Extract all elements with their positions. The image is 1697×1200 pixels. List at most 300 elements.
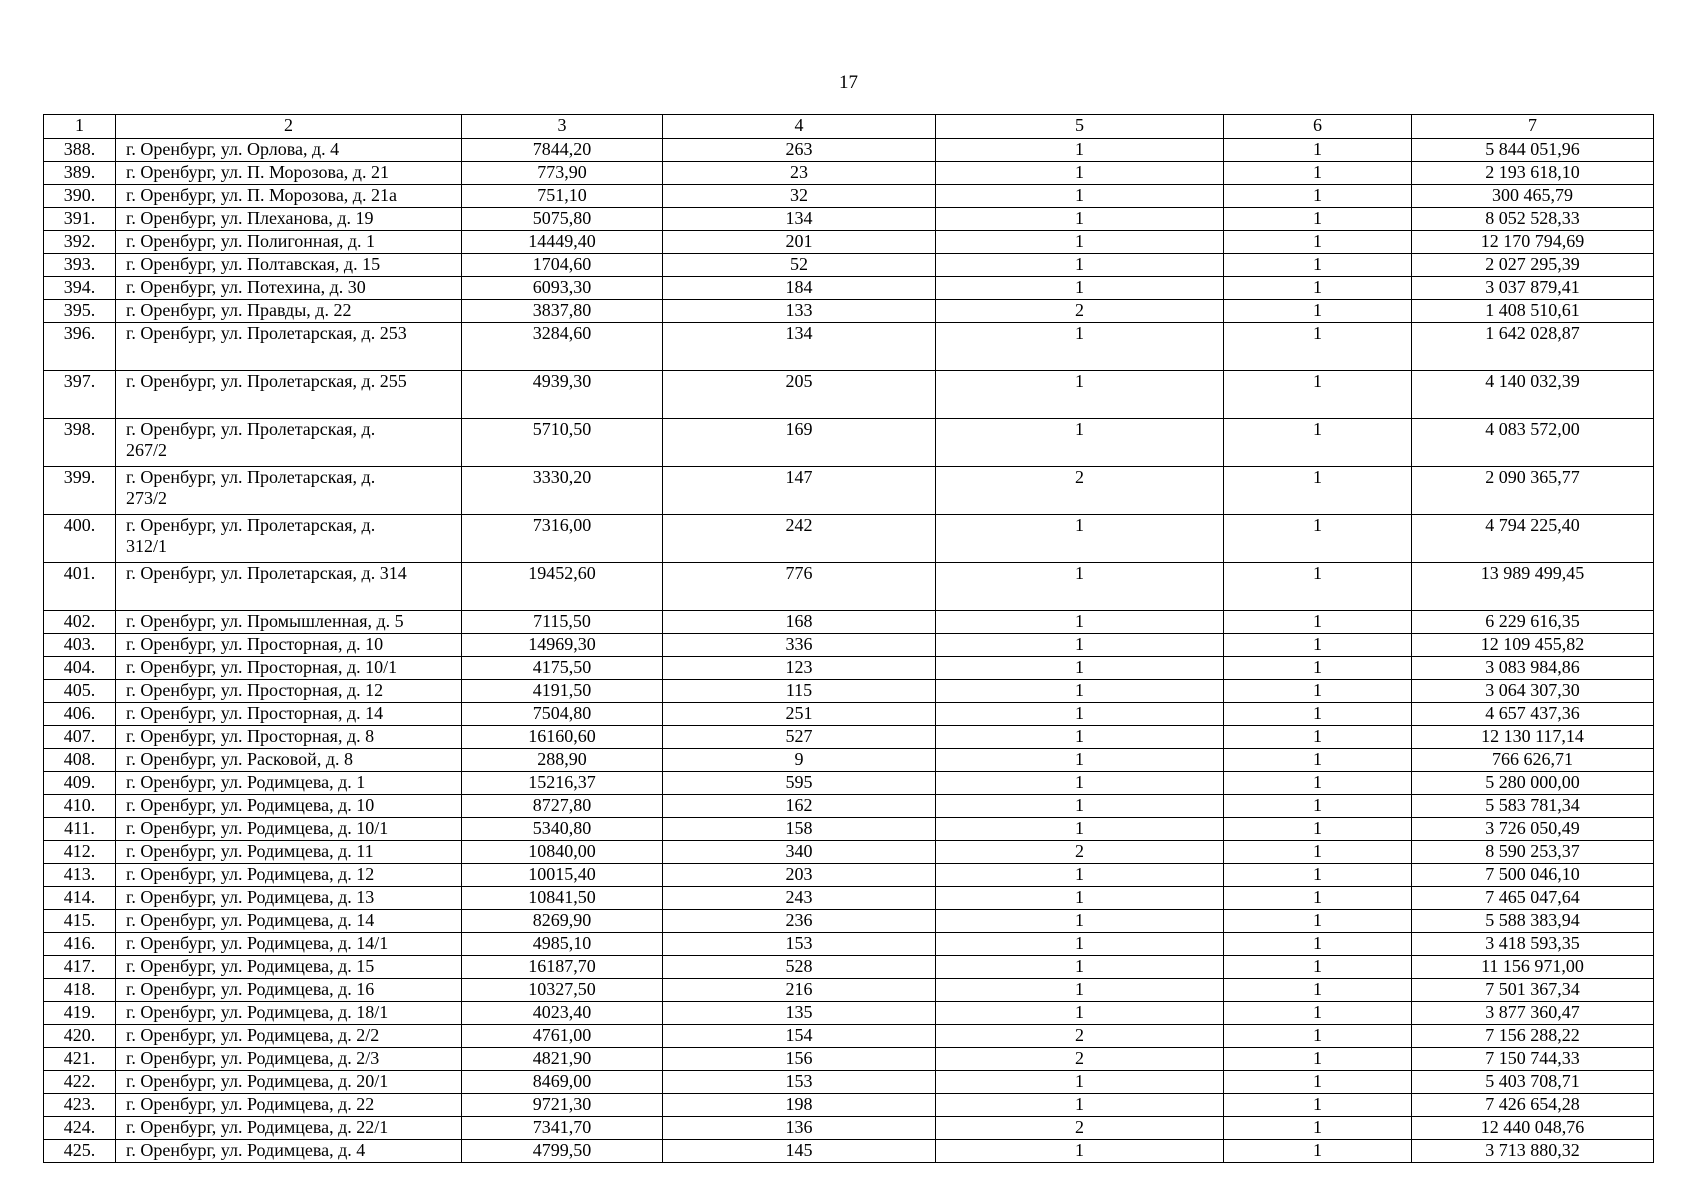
col5-cell: 1 <box>936 323 1224 371</box>
area-cell: 10327,50 <box>462 979 663 1002</box>
residents-cell: 263 <box>663 139 936 162</box>
address-cell: г. Оренбург, ул. Правды, д. 22 <box>116 300 462 323</box>
area-cell: 4761,00 <box>462 1025 663 1048</box>
address-cell: г. Оренбург, ул. Родимцева, д. 18/1 <box>116 1002 462 1025</box>
row-number-cell: 419. <box>44 1002 116 1025</box>
col6-cell: 1 <box>1224 231 1412 254</box>
area-cell: 4191,50 <box>462 680 663 703</box>
col5-cell: 1 <box>936 185 1224 208</box>
residents-cell: 147 <box>663 467 936 515</box>
residents-cell: 134 <box>663 323 936 371</box>
row-number-cell: 403. <box>44 634 116 657</box>
header-cell: 4 <box>663 115 936 139</box>
area-cell: 4985,10 <box>462 933 663 956</box>
address-cell: г. Оренбург, ул. Просторная, д. 10 <box>116 634 462 657</box>
table-row <box>44 185 1654 208</box>
row-number-cell: 390. <box>44 185 116 208</box>
amount-cell: 4 083 572,00 <box>1412 419 1654 467</box>
area-cell: 6093,30 <box>462 277 663 300</box>
residents-cell: 205 <box>663 371 936 419</box>
table-row <box>44 818 1654 841</box>
area-cell: 7316,00 <box>462 515 663 563</box>
address-cell: г. Оренбург, ул. Полтавская, д. 15 <box>116 254 462 277</box>
col6-cell: 1 <box>1224 139 1412 162</box>
table-row <box>44 1094 1654 1117</box>
col5-cell: 1 <box>936 563 1224 611</box>
col5-cell: 1 <box>936 371 1224 419</box>
amount-cell: 12 130 117,14 <box>1412 726 1654 749</box>
amount-cell: 12 440 048,76 <box>1412 1117 1654 1140</box>
table-row <box>44 749 1654 772</box>
table-body <box>44 139 1654 1163</box>
col6-cell: 1 <box>1224 277 1412 300</box>
header-cell: 1 <box>44 115 116 139</box>
residents-cell: 336 <box>663 634 936 657</box>
table-row <box>44 254 1654 277</box>
residents-cell: 528 <box>663 956 936 979</box>
row-number-cell: 410. <box>44 795 116 818</box>
residents-cell: 527 <box>663 726 936 749</box>
area-cell: 4939,30 <box>462 371 663 419</box>
col5-cell: 1 <box>936 979 1224 1002</box>
area-cell: 10840,00 <box>462 841 663 864</box>
row-number-cell: 405. <box>44 680 116 703</box>
col6-cell: 1 <box>1224 887 1412 910</box>
address-cell: г. Оренбург, ул. Пролетарская, д. 255 <box>116 371 462 419</box>
address-cell: г. Оренбург, ул. Родимцева, д. 2/3 <box>116 1048 462 1071</box>
amount-cell: 11 156 971,00 <box>1412 956 1654 979</box>
amount-cell: 3 726 050,49 <box>1412 818 1654 841</box>
table-row <box>44 371 1654 419</box>
residents-cell: 32 <box>663 185 936 208</box>
table-row <box>44 979 1654 1002</box>
row-number-cell: 399. <box>44 467 116 515</box>
row-number-cell: 392. <box>44 231 116 254</box>
col6-cell: 1 <box>1224 185 1412 208</box>
header-cell: 5 <box>936 115 1224 139</box>
area-cell: 3330,20 <box>462 467 663 515</box>
row-number-cell: 406. <box>44 703 116 726</box>
amount-cell: 5 403 708,71 <box>1412 1071 1654 1094</box>
amount-cell: 2 027 295,39 <box>1412 254 1654 277</box>
area-cell: 4175,50 <box>462 657 663 680</box>
residents-cell: 23 <box>663 162 936 185</box>
area-cell: 8269,90 <box>462 910 663 933</box>
col6-cell: 1 <box>1224 726 1412 749</box>
page-number: 17 <box>839 72 858 93</box>
row-number-cell: 388. <box>44 139 116 162</box>
col5-cell: 1 <box>936 910 1224 933</box>
residents-cell: 595 <box>663 772 936 795</box>
table-row <box>44 231 1654 254</box>
col6-cell: 1 <box>1224 162 1412 185</box>
residents-cell: 153 <box>663 1071 936 1094</box>
address-cell: г. Оренбург, ул. Родимцева, д. 2/2 <box>116 1025 462 1048</box>
col6-cell: 1 <box>1224 1140 1412 1163</box>
table-row <box>44 611 1654 634</box>
col6-cell: 1 <box>1224 1071 1412 1094</box>
table-row <box>44 933 1654 956</box>
col6-cell: 1 <box>1224 795 1412 818</box>
amount-cell: 3 064 307,30 <box>1412 680 1654 703</box>
amount-cell: 4 140 032,39 <box>1412 371 1654 419</box>
col5-cell: 1 <box>936 703 1224 726</box>
area-cell: 1704,60 <box>462 254 663 277</box>
row-number-cell: 424. <box>44 1117 116 1140</box>
area-cell: 5340,80 <box>462 818 663 841</box>
address-cell: г. Оренбург, ул. Пролетарская, д. 314 <box>116 563 462 611</box>
area-cell: 751,10 <box>462 185 663 208</box>
table-row <box>44 703 1654 726</box>
amount-cell: 5 844 051,96 <box>1412 139 1654 162</box>
amount-cell: 7 156 288,22 <box>1412 1025 1654 1048</box>
row-number-cell: 412. <box>44 841 116 864</box>
area-cell: 16187,70 <box>462 956 663 979</box>
col5-cell: 2 <box>936 300 1224 323</box>
amount-cell: 3 418 593,35 <box>1412 933 1654 956</box>
address-cell: г. Оренбург, ул. Родимцева, д. 12 <box>116 864 462 887</box>
address-cell: г. Оренбург, ул. Плеханова, д. 19 <box>116 208 462 231</box>
table-row <box>44 864 1654 887</box>
table-row <box>44 323 1654 371</box>
col5-cell: 1 <box>936 277 1224 300</box>
amount-cell: 4 794 225,40 <box>1412 515 1654 563</box>
row-number-cell: 415. <box>44 910 116 933</box>
area-cell: 288,90 <box>462 749 663 772</box>
amount-cell: 5 280 000,00 <box>1412 772 1654 795</box>
residents-cell: 162 <box>663 795 936 818</box>
table-row <box>44 795 1654 818</box>
col5-cell: 1 <box>936 795 1224 818</box>
col5-cell: 1 <box>936 515 1224 563</box>
row-number-cell: 421. <box>44 1048 116 1071</box>
amount-cell: 7 501 367,34 <box>1412 979 1654 1002</box>
address-cell: г. Оренбург, ул. Просторная, д. 14 <box>116 703 462 726</box>
address-cell: г. Оренбург, ул. Родимцева, д. 1 <box>116 772 462 795</box>
residents-cell: 198 <box>663 1094 936 1117</box>
residents-cell: 52 <box>663 254 936 277</box>
col6-cell: 1 <box>1224 1094 1412 1117</box>
area-cell: 4821,90 <box>462 1048 663 1071</box>
col6-cell: 1 <box>1224 1048 1412 1071</box>
housing-registry-table <box>43 114 1654 1163</box>
table-row <box>44 680 1654 703</box>
header-cell: 7 <box>1412 115 1654 139</box>
row-number-cell: 396. <box>44 323 116 371</box>
table-row <box>44 726 1654 749</box>
col5-cell: 1 <box>936 933 1224 956</box>
address-cell: г. Оренбург, ул. Пролетарская, д. 267/2 <box>116 419 462 467</box>
address-cell: г. Оренбург, ул. Потехина, д. 30 <box>116 277 462 300</box>
table-row <box>44 277 1654 300</box>
row-number-cell: 397. <box>44 371 116 419</box>
col5-cell: 1 <box>936 611 1224 634</box>
col6-cell: 1 <box>1224 1002 1412 1025</box>
amount-cell: 7 150 744,33 <box>1412 1048 1654 1071</box>
address-cell: г. Оренбург, ул. Пролетарская, д. 253 <box>116 323 462 371</box>
address-cell: г. Оренбург, ул. Родимцева, д. 10 <box>116 795 462 818</box>
col5-cell: 1 <box>936 818 1224 841</box>
table-row <box>44 1117 1654 1140</box>
residents-cell: 9 <box>663 749 936 772</box>
col6-cell: 1 <box>1224 772 1412 795</box>
amount-cell: 12 109 455,82 <box>1412 634 1654 657</box>
address-cell: г. Оренбург, ул. Расковой, д. 8 <box>116 749 462 772</box>
area-cell: 8469,00 <box>462 1071 663 1094</box>
area-cell: 9721,30 <box>462 1094 663 1117</box>
row-number-cell: 393. <box>44 254 116 277</box>
area-cell: 19452,60 <box>462 563 663 611</box>
residents-cell: 136 <box>663 1117 936 1140</box>
col5-cell: 1 <box>936 634 1224 657</box>
row-number-cell: 423. <box>44 1094 116 1117</box>
col6-cell: 1 <box>1224 657 1412 680</box>
header-cell: 3 <box>462 115 663 139</box>
col6-cell: 1 <box>1224 1025 1412 1048</box>
col6-cell: 1 <box>1224 979 1412 1002</box>
area-cell: 10841,50 <box>462 887 663 910</box>
residents-cell: 184 <box>663 277 936 300</box>
col5-cell: 1 <box>936 1002 1224 1025</box>
residents-cell: 154 <box>663 1025 936 1048</box>
address-cell: г. Оренбург, ул. Родимцева, д. 16 <box>116 979 462 1002</box>
amount-cell: 3 037 879,41 <box>1412 277 1654 300</box>
col6-cell: 1 <box>1224 910 1412 933</box>
row-number-cell: 404. <box>44 657 116 680</box>
table-row <box>44 910 1654 933</box>
area-cell: 773,90 <box>462 162 663 185</box>
table-row <box>44 467 1654 515</box>
residents-cell: 340 <box>663 841 936 864</box>
amount-cell: 2 090 365,77 <box>1412 467 1654 515</box>
col5-cell: 2 <box>936 467 1224 515</box>
residents-cell: 123 <box>663 657 936 680</box>
address-cell: г. Оренбург, ул. Родимцева, д. 11 <box>116 841 462 864</box>
address-cell: г. Оренбург, ул. Родимцева, д. 14 <box>116 910 462 933</box>
col6-cell: 1 <box>1224 563 1412 611</box>
row-number-cell: 409. <box>44 772 116 795</box>
table-row <box>44 841 1654 864</box>
address-cell: г. Оренбург, ул. Просторная, д. 12 <box>116 680 462 703</box>
row-number-cell: 425. <box>44 1140 116 1163</box>
col6-cell: 1 <box>1224 300 1412 323</box>
address-cell: г. Оренбург, ул. П. Морозова, д. 21а <box>116 185 462 208</box>
table-row <box>44 1025 1654 1048</box>
row-number-cell: 394. <box>44 277 116 300</box>
residents-cell: 243 <box>663 887 936 910</box>
col6-cell: 1 <box>1224 323 1412 371</box>
table-row <box>44 300 1654 323</box>
residents-cell: 251 <box>663 703 936 726</box>
residents-cell: 216 <box>663 979 936 1002</box>
address-cell: г. Оренбург, ул. Родимцева, д. 13 <box>116 887 462 910</box>
col6-cell: 1 <box>1224 933 1412 956</box>
col6-cell: 1 <box>1224 634 1412 657</box>
address-cell: г. Оренбург, ул. П. Морозова, д. 21 <box>116 162 462 185</box>
amount-cell: 8 052 528,33 <box>1412 208 1654 231</box>
table-row <box>44 956 1654 979</box>
area-cell: 4799,50 <box>462 1140 663 1163</box>
col5-cell: 1 <box>936 162 1224 185</box>
table-row <box>44 634 1654 657</box>
address-cell: г. Оренбург, ул. Пролетарская, д. 312/1 <box>116 515 462 563</box>
col5-cell: 1 <box>936 726 1224 749</box>
row-number-cell: 420. <box>44 1025 116 1048</box>
amount-cell: 7 500 046,10 <box>1412 864 1654 887</box>
address-cell: г. Оренбург, ул. Пролетарская, д. 273/2 <box>116 467 462 515</box>
col6-cell: 1 <box>1224 703 1412 726</box>
col5-cell: 2 <box>936 841 1224 864</box>
col6-cell: 1 <box>1224 419 1412 467</box>
residents-cell: 201 <box>663 231 936 254</box>
area-cell: 3837,80 <box>462 300 663 323</box>
col6-cell: 1 <box>1224 467 1412 515</box>
table-row <box>44 162 1654 185</box>
row-number-cell: 414. <box>44 887 116 910</box>
address-cell: г. Оренбург, ул. Родимцева, д. 10/1 <box>116 818 462 841</box>
row-number-cell: 413. <box>44 864 116 887</box>
row-number-cell: 418. <box>44 979 116 1002</box>
col5-cell: 1 <box>936 254 1224 277</box>
address-cell: г. Оренбург, ул. Просторная, д. 10/1 <box>116 657 462 680</box>
area-cell: 10015,40 <box>462 864 663 887</box>
residents-cell: 158 <box>663 818 936 841</box>
row-number-cell: 422. <box>44 1071 116 1094</box>
col5-cell: 1 <box>936 887 1224 910</box>
amount-cell: 5 588 383,94 <box>1412 910 1654 933</box>
address-cell: г. Оренбург, ул. Родимцева, д. 4 <box>116 1140 462 1163</box>
amount-cell: 7 426 654,28 <box>1412 1094 1654 1117</box>
area-cell: 7504,80 <box>462 703 663 726</box>
table-row <box>44 1002 1654 1025</box>
amount-cell: 6 229 616,35 <box>1412 611 1654 634</box>
col6-cell: 1 <box>1224 254 1412 277</box>
col6-cell: 1 <box>1224 680 1412 703</box>
row-number-cell: 417. <box>44 956 116 979</box>
address-cell: г. Оренбург, ул. Просторная, д. 8 <box>116 726 462 749</box>
col5-cell: 1 <box>936 657 1224 680</box>
col5-cell: 1 <box>936 139 1224 162</box>
table-row <box>44 419 1654 467</box>
area-cell: 8727,80 <box>462 795 663 818</box>
table-row <box>44 208 1654 231</box>
residents-cell: 153 <box>663 933 936 956</box>
address-cell: г. Оренбург, ул. Родимцева, д. 22 <box>116 1094 462 1117</box>
address-cell: г. Оренбург, ул. Промышленная, д. 5 <box>116 611 462 634</box>
amount-cell: 8 590 253,37 <box>1412 841 1654 864</box>
row-number-cell: 398. <box>44 419 116 467</box>
row-number-cell: 389. <box>44 162 116 185</box>
col5-cell: 1 <box>936 1094 1224 1117</box>
col6-cell: 1 <box>1224 749 1412 772</box>
table-row <box>44 139 1654 162</box>
col6-cell: 1 <box>1224 371 1412 419</box>
col6-cell: 1 <box>1224 841 1412 864</box>
address-cell: г. Оренбург, ул. Родимцева, д. 14/1 <box>116 933 462 956</box>
table-row <box>44 772 1654 795</box>
area-cell: 7115,50 <box>462 611 663 634</box>
amount-cell: 13 989 499,45 <box>1412 563 1654 611</box>
area-cell: 7341,70 <box>462 1117 663 1140</box>
row-number-cell: 391. <box>44 208 116 231</box>
col5-cell: 1 <box>936 956 1224 979</box>
area-cell: 16160,60 <box>462 726 663 749</box>
row-number-cell: 411. <box>44 818 116 841</box>
amount-cell: 7 465 047,64 <box>1412 887 1654 910</box>
col5-cell: 1 <box>936 231 1224 254</box>
table-row <box>44 1048 1654 1071</box>
address-cell: г. Оренбург, ул. Родимцева, д. 20/1 <box>116 1071 462 1094</box>
row-number-cell: 401. <box>44 563 116 611</box>
amount-cell: 5 583 781,34 <box>1412 795 1654 818</box>
col5-cell: 1 <box>936 1071 1224 1094</box>
col6-cell: 1 <box>1224 1117 1412 1140</box>
area-cell: 5075,80 <box>462 208 663 231</box>
amount-cell: 3 713 880,32 <box>1412 1140 1654 1163</box>
col6-cell: 1 <box>1224 818 1412 841</box>
row-number-cell: 408. <box>44 749 116 772</box>
col5-cell: 1 <box>936 208 1224 231</box>
col5-cell: 1 <box>936 749 1224 772</box>
amount-cell: 300 465,79 <box>1412 185 1654 208</box>
residents-cell: 145 <box>663 1140 936 1163</box>
amount-cell: 3 083 984,86 <box>1412 657 1654 680</box>
residents-cell: 203 <box>663 864 936 887</box>
amount-cell: 2 193 618,10 <box>1412 162 1654 185</box>
col6-cell: 1 <box>1224 611 1412 634</box>
amount-cell: 12 170 794,69 <box>1412 231 1654 254</box>
area-cell: 3284,60 <box>462 323 663 371</box>
residents-cell: 135 <box>663 1002 936 1025</box>
table-row <box>44 1140 1654 1163</box>
residents-cell: 168 <box>663 611 936 634</box>
address-cell: г. Оренбург, ул. Родимцева, д. 22/1 <box>116 1117 462 1140</box>
residents-cell: 133 <box>663 300 936 323</box>
area-cell: 5710,50 <box>462 419 663 467</box>
amount-cell: 1 642 028,87 <box>1412 323 1654 371</box>
table-row <box>44 887 1654 910</box>
col5-cell: 1 <box>936 680 1224 703</box>
col5-cell: 2 <box>936 1117 1224 1140</box>
col5-cell: 1 <box>936 419 1224 467</box>
address-cell: г. Оренбург, ул. Орлова, д. 4 <box>116 139 462 162</box>
residents-cell: 156 <box>663 1048 936 1071</box>
address-cell: г. Оренбург, ул. Полигонная, д. 1 <box>116 231 462 254</box>
residents-cell: 236 <box>663 910 936 933</box>
header-cell: 2 <box>116 115 462 139</box>
row-number-cell: 402. <box>44 611 116 634</box>
col5-cell: 1 <box>936 864 1224 887</box>
residents-cell: 776 <box>663 563 936 611</box>
col5-cell: 2 <box>936 1048 1224 1071</box>
amount-cell: 4 657 437,36 <box>1412 703 1654 726</box>
residents-cell: 242 <box>663 515 936 563</box>
col6-cell: 1 <box>1224 208 1412 231</box>
area-cell: 15216,37 <box>462 772 663 795</box>
area-cell: 7844,20 <box>462 139 663 162</box>
area-cell: 4023,40 <box>462 1002 663 1025</box>
col5-cell: 1 <box>936 772 1224 795</box>
table-row <box>44 657 1654 680</box>
col6-cell: 1 <box>1224 515 1412 563</box>
table-row <box>44 1071 1654 1094</box>
amount-cell: 766 626,71 <box>1412 749 1654 772</box>
residents-cell: 169 <box>663 419 936 467</box>
row-number-cell: 400. <box>44 515 116 563</box>
col5-cell: 2 <box>936 1025 1224 1048</box>
column-number-header-row <box>44 115 1654 139</box>
table-row <box>44 563 1654 611</box>
